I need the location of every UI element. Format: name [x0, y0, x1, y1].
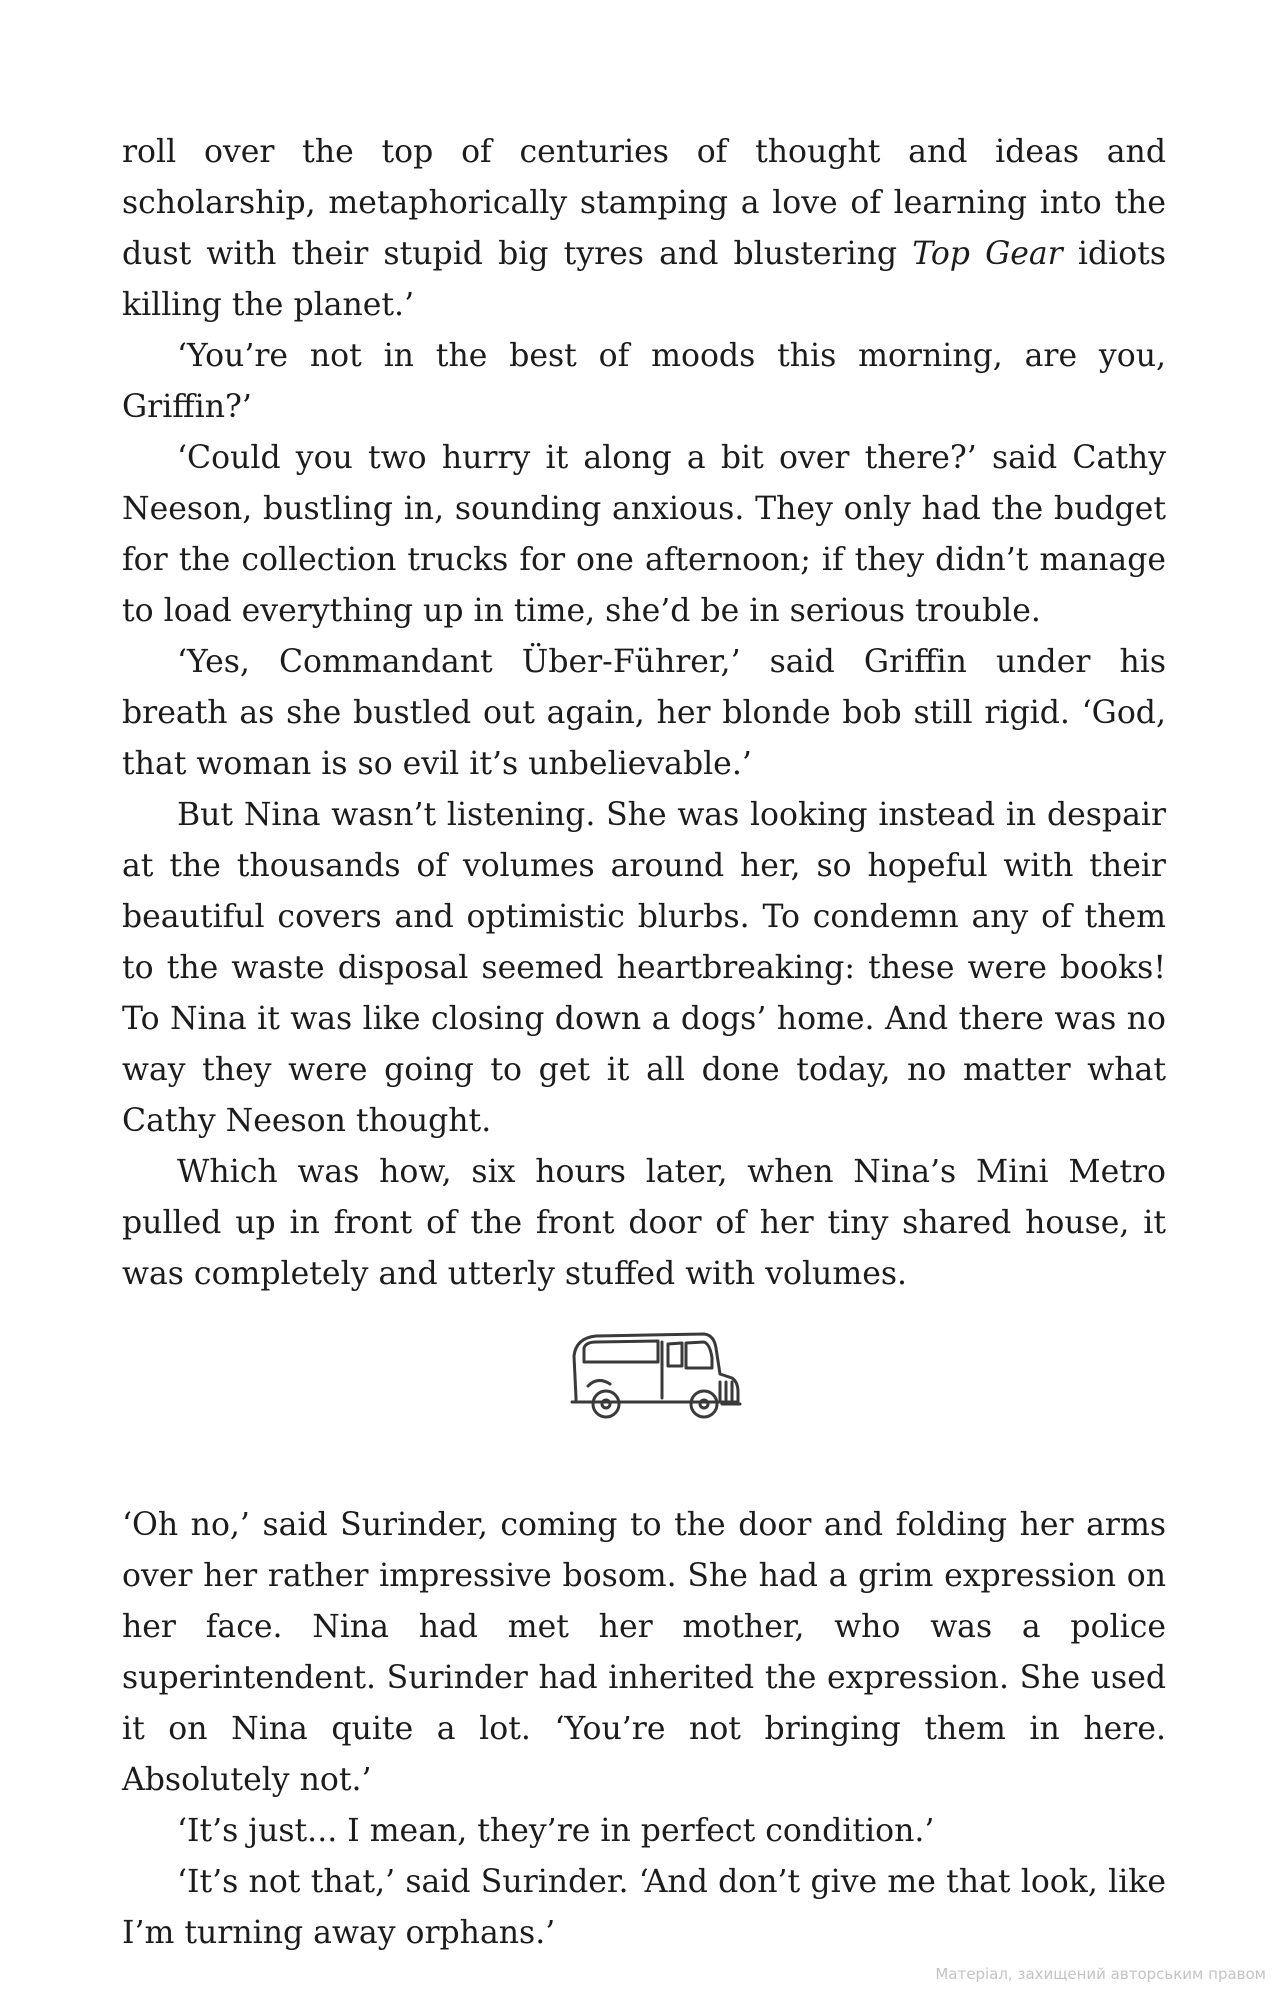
copyright-watermark: Матеріал, захищений авторським правом: [935, 1965, 1266, 1983]
paragraph-7: ‘Oh no,’ said Surinder, coming to the door and folding her arms over her rather impressive bosom. She had a grim expression on her face. Nina had met her mother, who was a police superintendent. Surinder had inherited the expression. She used it on Nina quite a lot. ‘You’re not bringing them in here. Absolutely not.’: [122, 1507, 1166, 1798]
paragraph-5: But Nina wasn’t listening. She was looking instead in despair at the thousands of volumes around her, so hopeful with their beautiful covers and optimistic blurbs. To condemn any of them to the waste disposal seemed heartbreaking: these were books! To Nina it was like closing down a dogs’ home. And there was no way they were going to get it all done today, no matter what Cathy Neeson thought.: [122, 797, 1166, 1139]
paragraph-8: ‘It’s just... I mean, they’re in perfect condition.’: [177, 1813, 935, 1849]
paragraph-6: Which was how, six hours later, when Nina’s Mini Metro pulled up in front of the front door of her tiny shared house, it was completely and utterly stuffed with volumes.: [122, 1154, 1166, 1292]
book-page: [122, 127, 1166, 1959]
paragraph-4: ‘Yes, Commandant Über-Führer,’ said Griffin under his breath as she bustled out again, her blonde bob still rigid. ‘God, that woman is so evil it’s unbelievable.’: [122, 644, 1166, 782]
paragraph-3: ‘Could you two hurry it along a bit over there?’ said Cathy Neeson, bustling in, sounding anxious. They only had the budget for the collection trucks for one afternoon; if they didn’t manage to load everything up in time, she’d be in serious trouble.: [122, 440, 1166, 629]
paragraph-1-tail: idiots killing the planet.’: [122, 236, 1167, 323]
paragraph-2: ‘You’re not in the best of moods this morning, are you, Griffin?’: [122, 338, 1166, 425]
paragraph-1-text: roll over the top of centuries of thought and ideas and scholarship, metaphorically stamping a love of learning into the dust with their stupid big tyres and blustering: [122, 134, 1166, 272]
paragraph-1: [122, 127, 1166, 331]
section-break: [122, 1300, 1166, 1500]
italic-title: Top Gear: [912, 236, 1063, 272]
van-icon: [562, 1326, 742, 1421]
paragraph-9: ‘It’s not that,’ said Surinder. ‘And don’t give me that look, like I’m turning away orphans.’: [122, 1864, 1166, 1951]
